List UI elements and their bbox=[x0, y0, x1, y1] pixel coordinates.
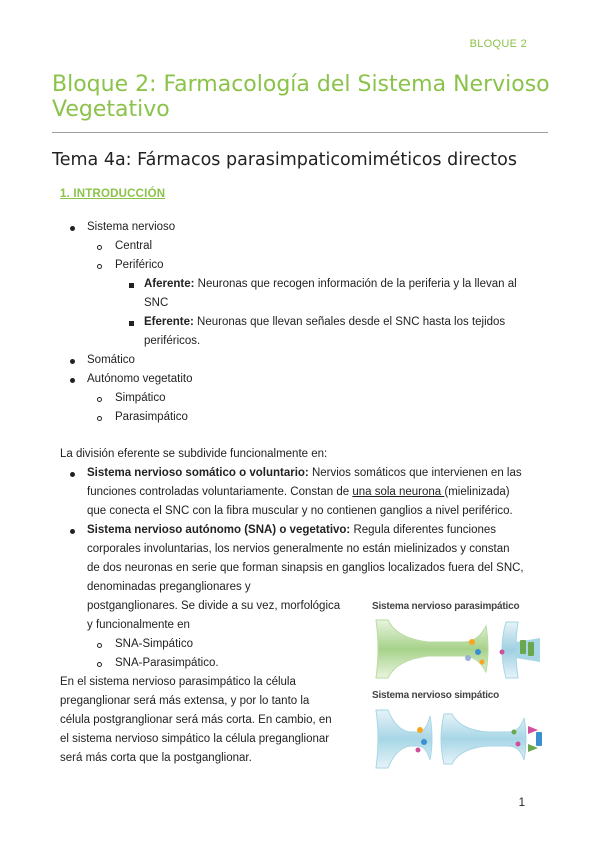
list-item: Autónomo vegetatito bbox=[87, 373, 193, 385]
sna-line: denominadas preganglionares y bbox=[87, 581, 251, 593]
page-subtitle: Tema 4a: Fármacos parasimpaticomiméticos directos bbox=[52, 150, 517, 170]
sympathetic-neuron-diagram bbox=[368, 702, 548, 777]
list-item: SNA-Simpático bbox=[115, 638, 193, 650]
eferente-text: Neuronas que llevan señales desde el SNC hasta los tejidos bbox=[193, 316, 506, 328]
page-number: 1 bbox=[518, 797, 525, 809]
bullet-disc bbox=[70, 472, 75, 477]
sna-line: corporales involuntarias, los nervios generalmente no están mielinizados y constan bbox=[87, 543, 510, 555]
sna-line: y funcionalmente en bbox=[87, 619, 190, 631]
paragraph-line: el sistema nervioso simpático la célula preganglionar bbox=[60, 733, 330, 745]
bullet-disc bbox=[70, 359, 75, 364]
list-item: Central bbox=[115, 240, 153, 252]
eferente-label: Eferente: bbox=[144, 316, 194, 328]
paragraph-line: En el sistema nervioso parasimpático la célula bbox=[60, 676, 296, 688]
bullet-circle bbox=[97, 643, 102, 648]
sna-label: Sistema nervioso autónomo (SNA) o vegetativo: bbox=[87, 524, 351, 536]
list-item: Parasimpático bbox=[115, 411, 188, 423]
sna-line: Sistema nervioso autónomo (SNA) o vegetativo: Regula diferentes funciones bbox=[87, 524, 497, 536]
aferente-label: Aferente: bbox=[144, 278, 195, 290]
sna-line: de dos neuronas en serie que forman sinapsis en ganglios localizados fuera del SNC, bbox=[87, 562, 524, 574]
bullet-disc bbox=[70, 378, 75, 383]
somatic-line: que conecta el SNC con la fibra muscular y no contienen ganglios a nivel periférico. bbox=[87, 505, 513, 517]
bullet-square bbox=[129, 321, 134, 326]
list-item bbox=[144, 275, 517, 294]
paragraph-line: preganglionar será más extensa, y por lo tanto la bbox=[60, 695, 310, 707]
list-item: Simpático bbox=[115, 392, 166, 404]
parasympathetic-neuron-diagram bbox=[368, 612, 548, 687]
figure-label-simpatico: Sistema nervioso simpático bbox=[372, 690, 500, 701]
division-intro: La división eferente se subdivide funcionalmente en: bbox=[60, 448, 328, 460]
bullet-circle bbox=[97, 662, 102, 667]
list-item: Sistema nervioso bbox=[87, 221, 176, 233]
list-item bbox=[144, 313, 505, 332]
paragraph-line: célula postgranglionar será más corta. En cambio, en bbox=[60, 714, 332, 726]
bullet-circle bbox=[97, 245, 102, 250]
bullet-square bbox=[129, 283, 134, 288]
aferente-text: Neuronas que recogen información de la periferia y la llevan al bbox=[194, 278, 517, 290]
figure-label-parasimpatico: Sistema nervioso parasimpático bbox=[372, 601, 520, 612]
bullet-disc bbox=[70, 226, 75, 231]
somatic-line: funciones controladas voluntariamente. Constan de una sola neurona (mielinizada) bbox=[87, 486, 510, 498]
list-item: SNA-Parasimpático. bbox=[115, 657, 219, 669]
list-item-cont: SNC bbox=[144, 297, 169, 309]
underlined-text: una sola neurona bbox=[352, 486, 445, 498]
header-label: BLOQUE 2 bbox=[469, 38, 527, 50]
bullet-circle bbox=[97, 416, 102, 421]
list-item-cont: periféricos. bbox=[144, 335, 201, 347]
paragraph-line: será más corta que la postganglionar. bbox=[60, 752, 252, 764]
somatic-line: Sistema nervioso somático o voluntario: Nervios somáticos que intervienen en las bbox=[87, 467, 522, 479]
bullet-circle bbox=[97, 264, 102, 269]
sna-line: postganglionares. Se divide a su vez, morfológica bbox=[87, 600, 341, 612]
section-heading: 1. INTRODUCCIÓN bbox=[60, 188, 166, 200]
list-item: Periférico bbox=[115, 259, 164, 271]
page-title: Bloque 2: Farmacología del Sistema Nervioso Vegetativo bbox=[52, 72, 550, 122]
bullet-circle bbox=[97, 397, 102, 402]
divider bbox=[52, 132, 548, 133]
somatic-label: Sistema nervioso somático o voluntario: bbox=[87, 467, 309, 479]
bullet-disc bbox=[70, 529, 75, 534]
list-item: Somático bbox=[87, 354, 135, 366]
